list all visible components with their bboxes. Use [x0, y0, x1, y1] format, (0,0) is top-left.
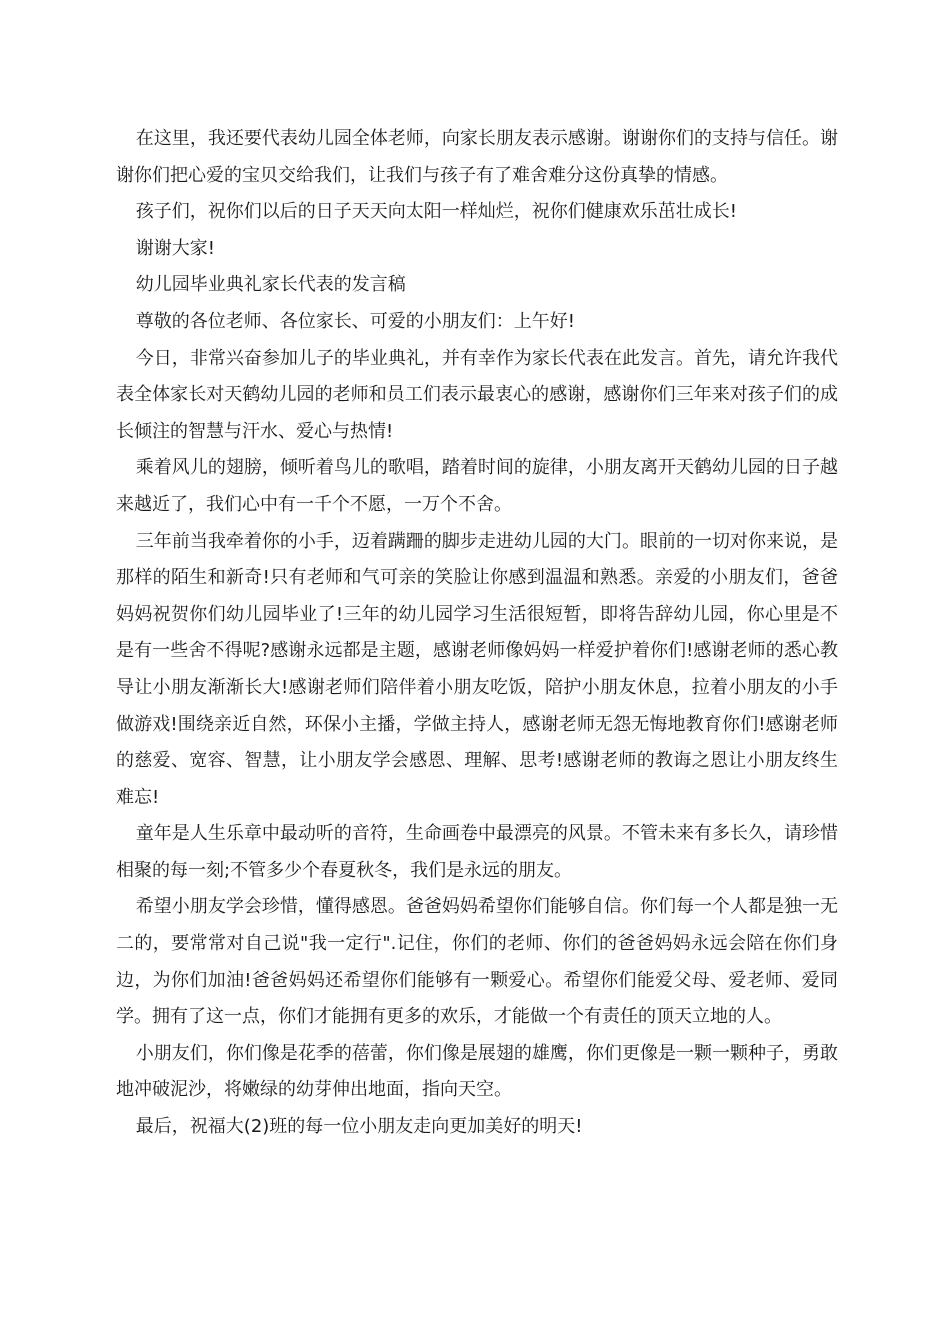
paragraph: 谢谢大家!: [135, 237, 216, 259]
paragraph: 乘着风儿的翅膀，倾听着鸟儿的歌唱，踏着时间的旋律，小朋友离开天鹤幼儿园的日子越来越近了，我们心中有一千个不愿，一万个不舍。: [116, 457, 838, 515]
paragraph: 希望小朋友学会珍惜，懂得感恩。爸爸妈妈希望你们能够自信。你们每一个人都是独一无二的，要常常对自己说"我一定行".记住，你们的老师、你们的爸爸妈妈永远会陪在你们身边，为你们加油!爸爸妈妈还希望你们能够有一颗爱心。希望你们能爱父母、爱老师、爱同学。拥有了这一点，你们才能拥有更多的欢乐，才能做一个有责任的顶天立地的人。: [116, 896, 838, 1028]
paragraph: 在这里，我还要代表幼儿园全体老师，向家长朋友表示感谢。谢谢你们的支持与信任。谢谢你们把心爱的宝贝交给我们，让我们与孩子有了难舍难分这份真挚的情感。: [116, 128, 838, 186]
paragraph: 三年前当我牵着你的小手，迈着蹒跚的脚步走进幼儿园的大门。眼前的一切对你来说，是那样的陌生和新奇!只有老师和气可亲的笑脸让你感到温温和熟悉。亲爱的小朋友们，爸爸妈妈祝贺你们幼儿园毕业了!三年的幼儿园学习生活很短暂，即将告辞幼儿园，你心里是不是有一些舍不得呢?感谢永远都是主题，感谢老师像妈妈一样爱护着你们!感谢老师的悉心教导让小朋友渐渐长大!感谢老师们陪伴着小朋友吃饭，陪护小朋友休息，拉着小朋友的小手做游戏!围绕亲近自然，环保小主播，学做主持人，感谢老师无怨无悔地教育你们!感谢老师的慈爱、宽容、智慧，让小朋友学会感恩、理解、思考!感谢老师的教诲之恩让小朋友终生难忘!: [116, 530, 838, 808]
paragraph: 今日，非常兴奋参加儿子的毕业典礼，并有幸作为家长代表在此发言。首先，请允许我代表全体家长对天鹤幼儿园的老师和员工们表示最衷心的感谢，感谢你们三年来对孩子们的成长倾注的智慧与汗水、爱心与热情!: [116, 347, 838, 442]
document-body: [116, 121, 838, 1146]
paragraph: 童年是人生乐章中最动听的音符，生命画卷中最漂亮的风景。不管未来有多长久，请珍惜相聚的每一刻;不管多少个春夏秋冬，我们是永远的朋友。: [116, 823, 838, 881]
section-title: 幼儿园毕业典礼家长代表的发言稿: [135, 274, 406, 296]
paragraph: 孩子们，祝你们以后的日子天天向太阳一样灿烂，祝你们健康欢乐茁壮成长!: [135, 201, 738, 223]
paragraph: 小朋友们，你们像是花季的蓓蕾，你们像是展翅的雄鹰，你们更像是一颗一颗种子，勇敢地冲破泥沙，将嫩绿的幼芽伸出地面，指向天空。: [116, 1042, 838, 1101]
closing-paragraph: 最后，祝福大(2)班的每一位小朋友走向更加美好的明天!: [135, 1116, 583, 1138]
salutation: 尊敬的各位老师、各位家长、可爱的小朋友们：上午好!: [135, 310, 576, 332]
